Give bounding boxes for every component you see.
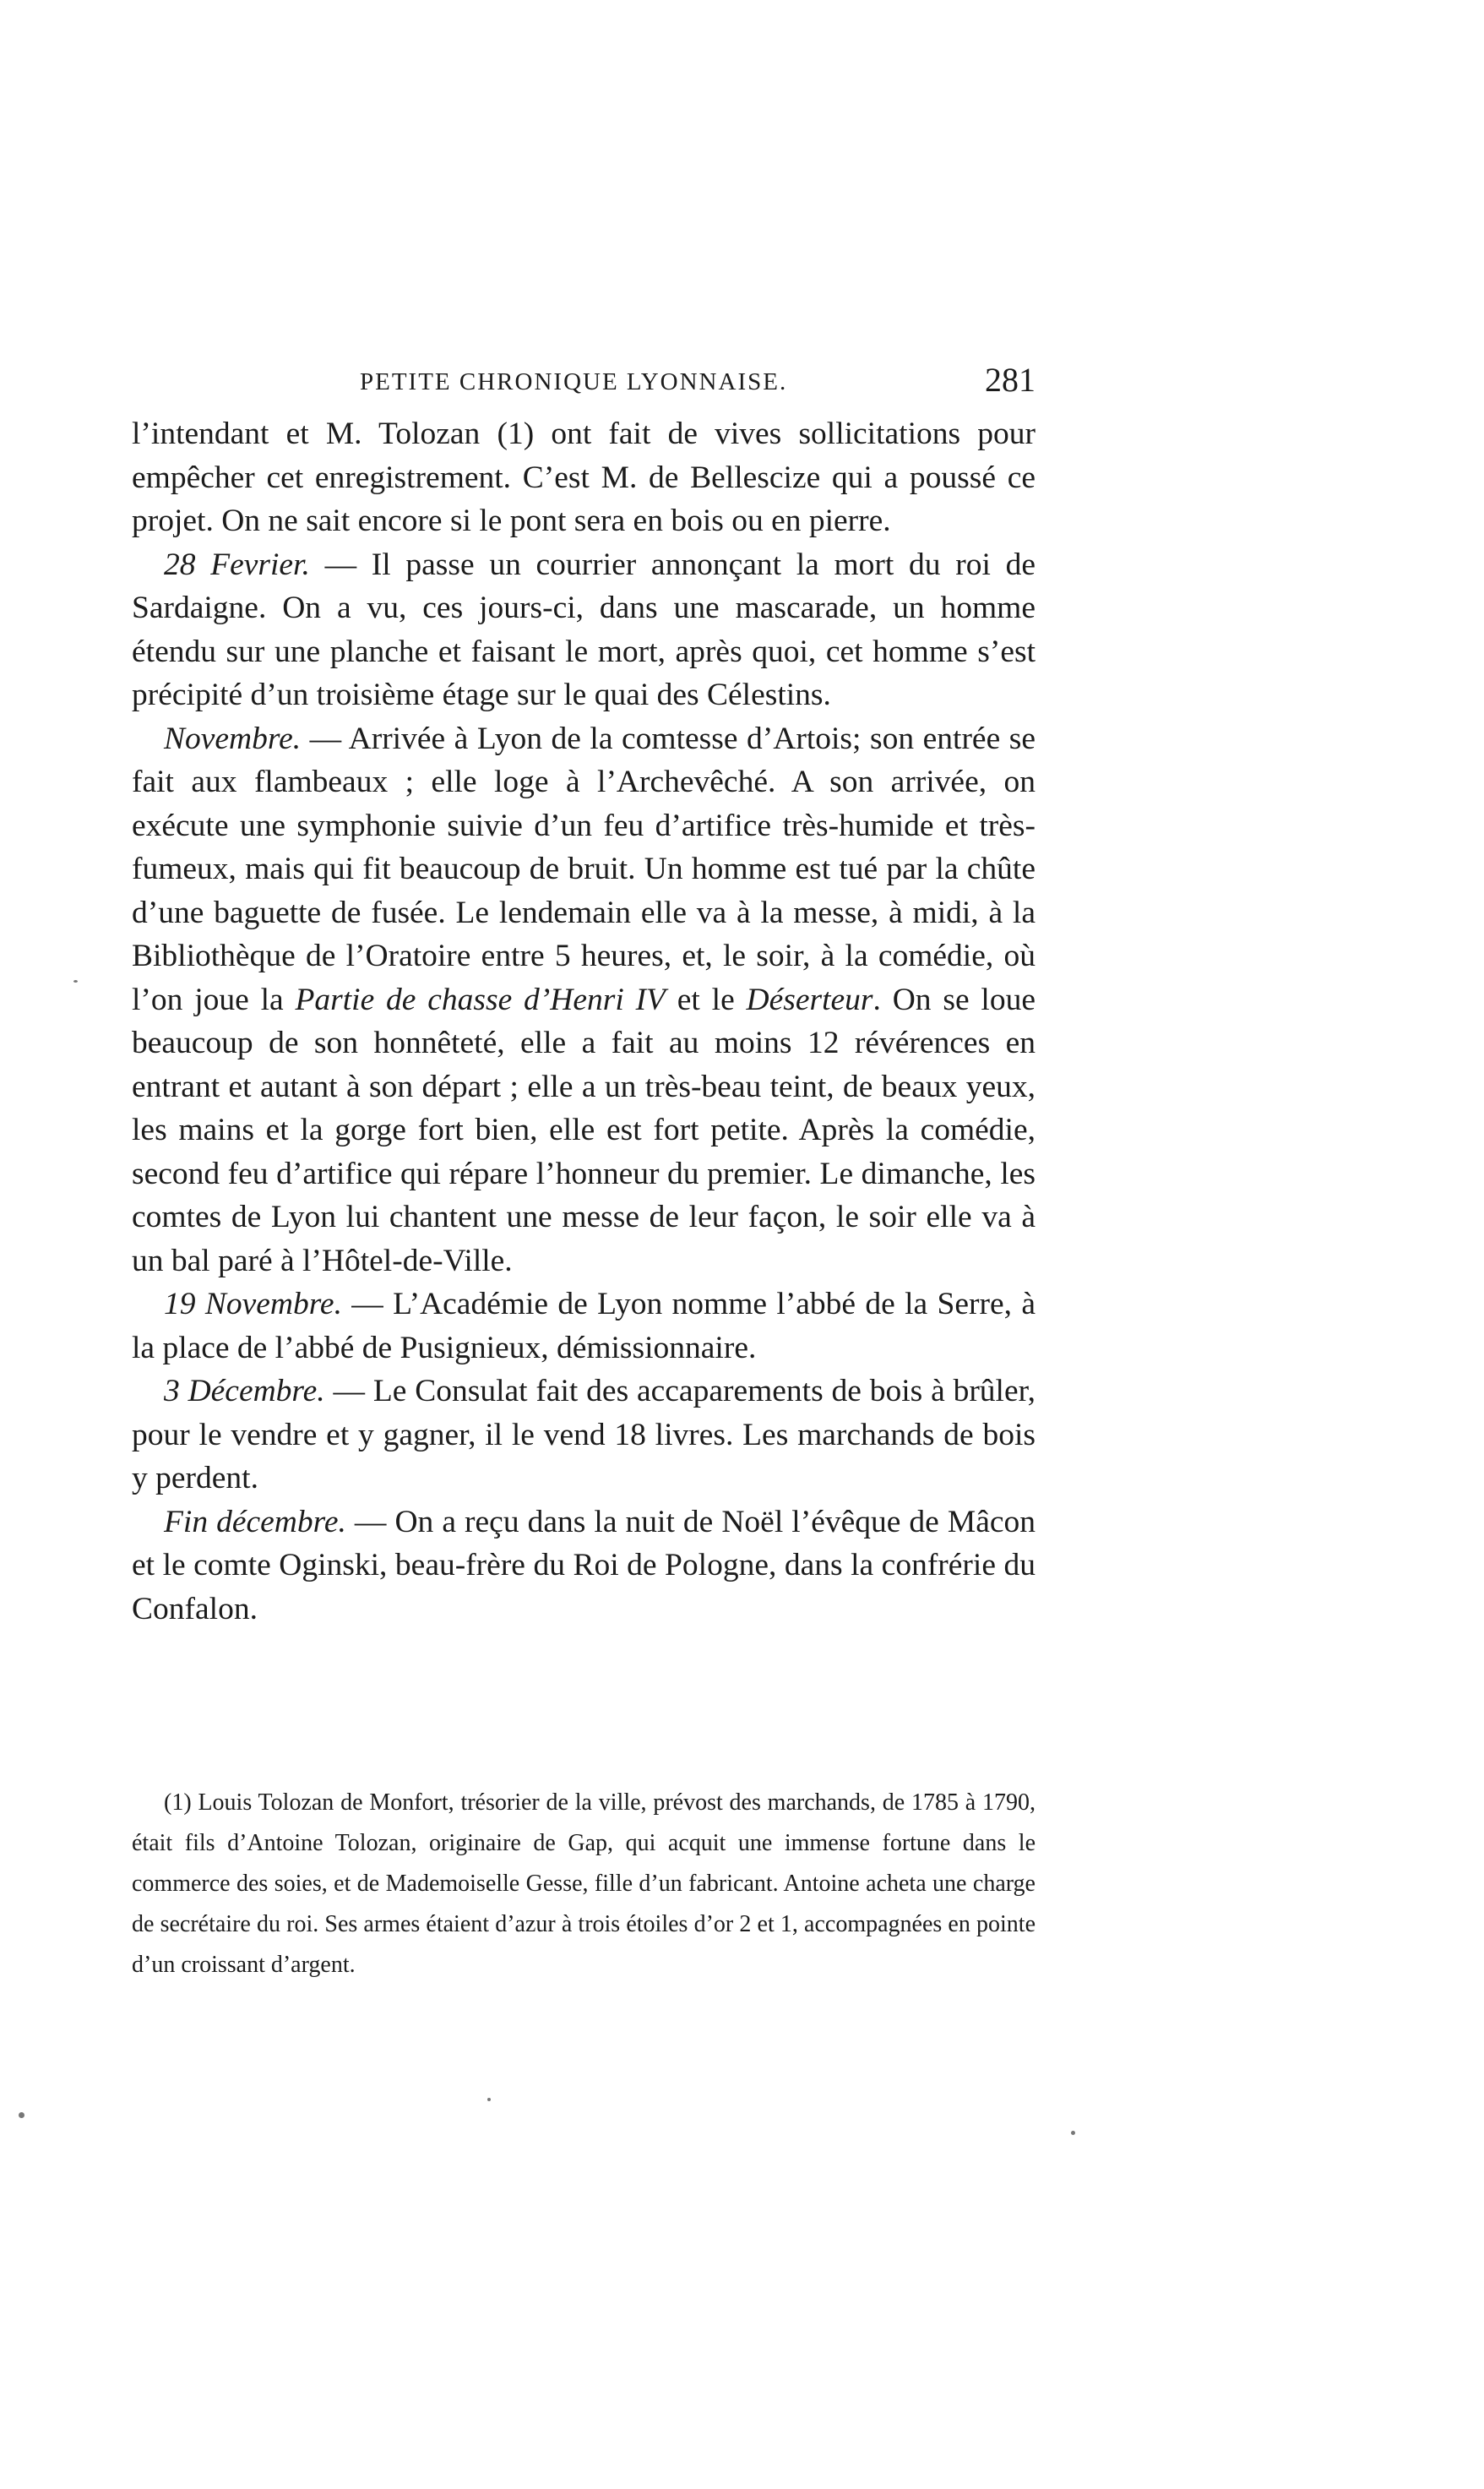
entry-text: et le: [665, 982, 747, 1017]
footnotes: [132, 1783, 1036, 1985]
paper-speck: [1071, 2131, 1075, 2135]
body-text: [132, 412, 1036, 1631]
entry-fin-decembre: [132, 1500, 1036, 1631]
entry-19-novembre: [132, 1283, 1036, 1370]
paper-speck: [19, 2112, 24, 2118]
paper-speck: [487, 2098, 491, 2101]
page-number: 281: [985, 361, 1036, 399]
running-head: [132, 360, 1036, 402]
play-title-partie-de-chasse: Partie de chasse d’Henri IV: [295, 982, 666, 1017]
running-title: PETITE CHRONIQUE LYONNAISE.: [360, 368, 788, 395]
entry-text: — Il passe un courrier annonçant la mort du roi de Sardaigne. On a vu, ces jours-ci, dans une mascarade, un homme étendu sur une planche et faisant le mort, après quoi, cet homme s’est précipité d’un troisième étage sur le quai des Célestins.: [132, 547, 1036, 712]
entry-text: — On a reçu dans la nuit de Noël l’évêque de Mâcon et le comte Oginski, beau-frère du Roi de Pologne, dans la confrérie du Confalon.: [132, 1504, 1036, 1626]
paper-speck: [73, 980, 78, 983]
entry-date: Novembre.: [164, 721, 302, 756]
entry-date: 19 Novembre.: [164, 1287, 342, 1321]
play-title-deserteur: Déserteur: [746, 982, 873, 1017]
entry-3-decembre: [132, 1370, 1036, 1500]
entry-date: 28 Fevrier.: [164, 547, 310, 582]
entry-date: Fin décembre.: [164, 1504, 346, 1539]
footnote-1: (1) Louis Tolozan de Monfort, trésorier de la ville, prévost des marchands, de 1785 à 1790, était fils d’Antoine Tolozan, originaire de Gap, qui acquit une immense fortune dans le commerce des soies, et de Mademoiselle Gesse, fille d’un fabricant. Antoine acheta une charge de secrétaire du roi. Ses armes étaient d’azur à trois étoiles d’or 2 et 1, accompagnées en pointe d’un croissant d’argent.: [132, 1789, 1036, 1978]
paragraph-text: l’intendant et M. Tolozan (1) ont fait de vives sollicitations pour empêcher cet enregistrement. C’est M. de Bellescize qui a poussé ce projet. On ne sait encore si le pont sera en bois ou en pierre.: [132, 417, 1036, 538]
entry-28-fevrier: [132, 543, 1036, 717]
entry-text: — L’Académie de Lyon nomme l’abbé de la Serre, à la place de l’abbé de Pusignieux, démissionnaire.: [132, 1287, 1036, 1365]
paragraph-continuation: [132, 412, 1036, 543]
entry-text: — Arrivée à Lyon de la comtesse d’Artois; son entrée se fait aux flambeaux ; elle loge à l’Archevêché. A son arrivée, on exécute une symphonie suivie d’un feu d’artifice très-humide et très-fumeux, mais qui fit beaucoup de bruit. Un homme est tué par la chûte d’une baguette de fusée. Le lendemain elle va à la messe, à midi, à la Bibliothèque de l’Oratoire entre 5 heures, et, le soir, à la comédie, où l’on joue la: [132, 721, 1036, 1017]
entry-text: . On se loue beaucoup de son honnêteté, elle a fait au moins 12 révérences en entrant et autant à son départ ; elle a un très-beau teint, de beaux yeux, les mains et la gorge fort bien, elle est fort petite. Après la comédie, second feu d’artifice qui répare l’honneur du premier. Le dimanche, les comtes de Lyon lui chantent une messe de leur façon, le soir elle va à un bal paré à l’Hôtel-de-Ville.: [132, 982, 1036, 1278]
entry-text: — Le Consulat fait des accaparements de bois à brûler, pour le vendre et y gagner, il le vend 18 livres. Les marchands de bois y perdent.: [132, 1374, 1036, 1495]
entry-novembre: [132, 717, 1036, 1283]
entry-date: 3 Décembre.: [164, 1374, 325, 1408]
